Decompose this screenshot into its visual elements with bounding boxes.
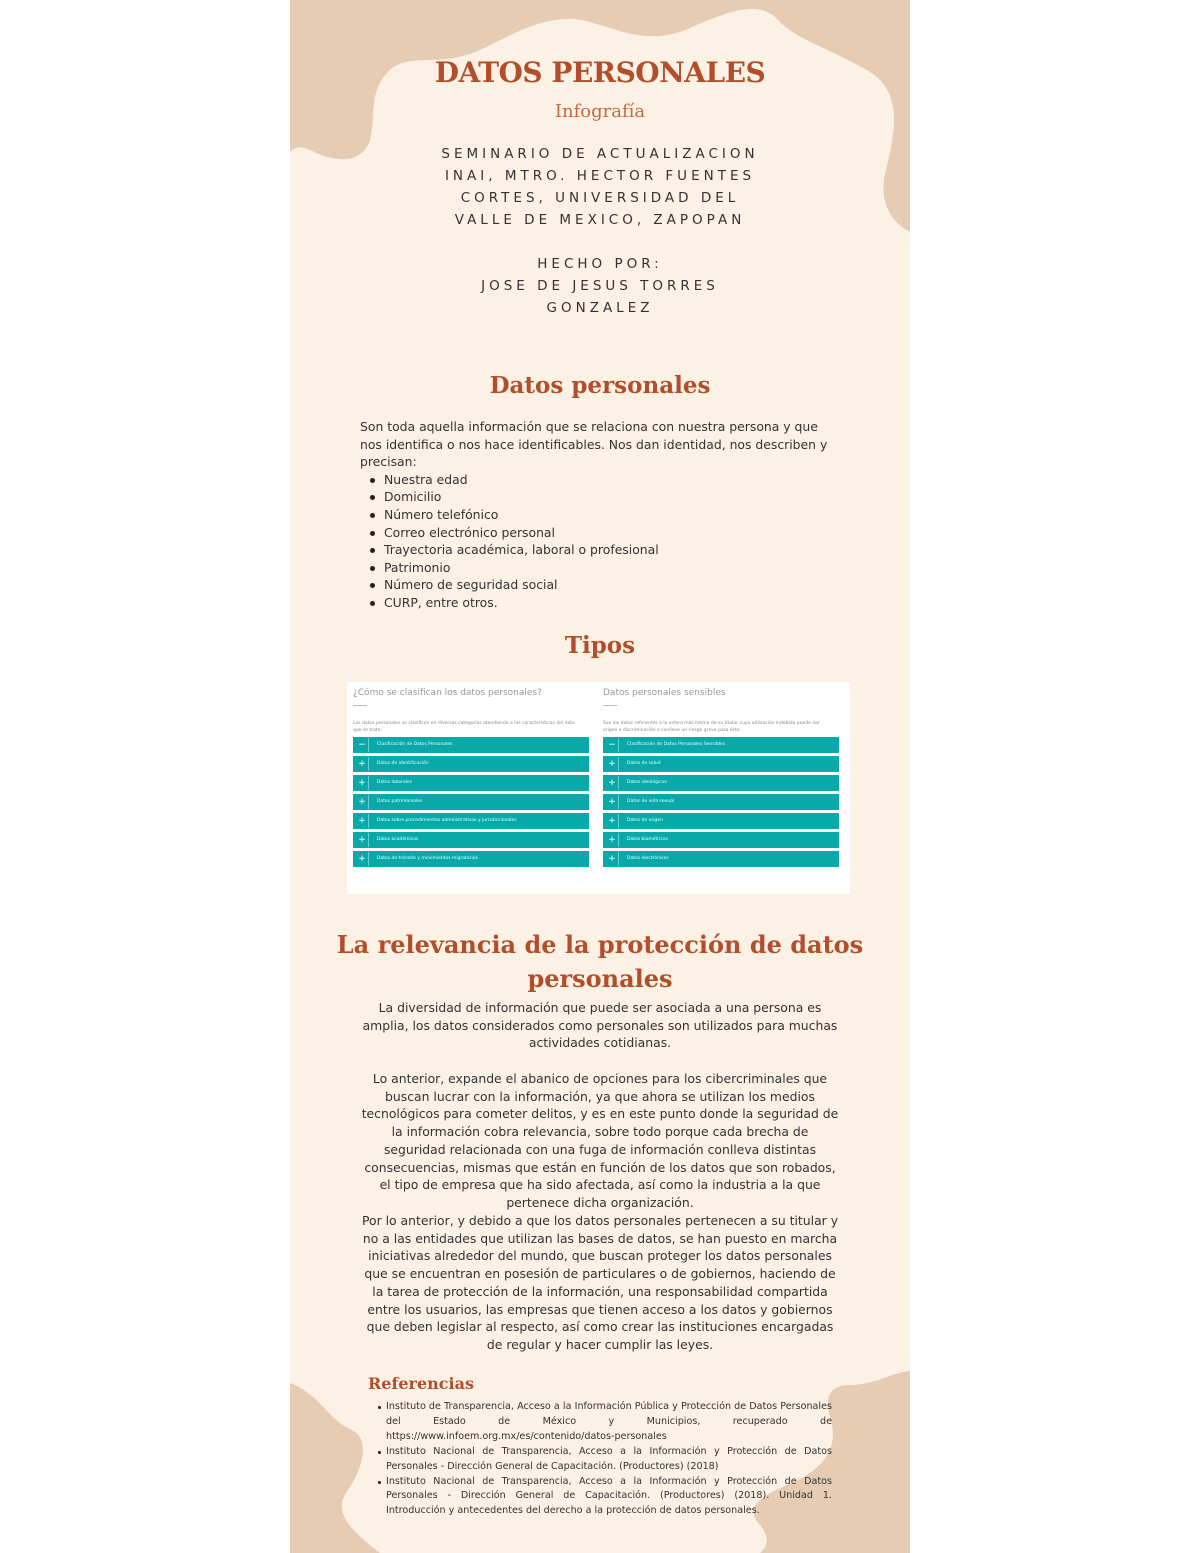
- accordion-label: Datos de tránsito y movimientos migratorios: [377, 856, 478, 861]
- text-line: amplia, los datos considerados como personales son utilizados para muchas: [362, 1017, 838, 1033]
- accordion-bar[interactable]: [603, 737, 839, 753]
- tipos-right-title: Datos personales sensibles: [603, 688, 726, 698]
- accordion-label: Datos patrimoniales: [377, 799, 423, 804]
- list-item: CURP, entre otros.: [384, 594, 830, 612]
- tipos-right-desc: Son los datos referentes a la esfera más íntima de su titular cuya utilización indebida puede dar origen a discriminación o conlleve un riesgo grave para éste.: [603, 721, 820, 733]
- list-item: Nuestra edad: [384, 471, 830, 489]
- text-line: iniciativas alrededor del mundo, que buscan proteger los datos personales: [368, 1248, 832, 1264]
- text-line: Por lo anterior, y debido a que los datos personales pertenecen a su titular y: [361, 1213, 839, 1228]
- datos-section: [360, 418, 830, 612]
- list-item: Número telefónico: [384, 506, 830, 524]
- tipos-left-desc: Los datos personales se clasifican en diversas categorías atendiendo a las características del dato que se trate:: [353, 721, 575, 733]
- seminar-info: [400, 143, 800, 231]
- text-line: buscan lucrar con la información, ya que ahora se utilizan los medios: [385, 1088, 815, 1104]
- expand-icon: +: [356, 833, 369, 847]
- list-item: Instituto Nacional de Transparencia, Acceso a la Información y Protección de Datos Personales - Dirección General de Capacitación. (Productores) (2018): [386, 1445, 832, 1475]
- datos-list: [360, 471, 830, 612]
- author-info: [400, 253, 800, 319]
- page-subtitle: Infografía: [554, 101, 646, 122]
- expand-icon: +: [606, 757, 619, 771]
- list-item: Trayectoria académica, laboral o profesional: [384, 541, 830, 559]
- author-line: HECHO POR:: [537, 256, 663, 272]
- relevancia-paragraph-1: [360, 999, 840, 1052]
- referencias-list: [372, 1400, 832, 1519]
- text-line: pertenece dicha organización.: [506, 1194, 694, 1210]
- list-item: Patrimonio: [384, 559, 830, 577]
- text-line: el tipo de empresa que ha sido afectada, así como la industria a la que: [379, 1177, 821, 1193]
- accordion-label: Datos biométricos: [627, 837, 668, 842]
- accordion-label: Datos sobre procedimientos administrativos y jurisdiccionales: [377, 818, 517, 823]
- seminar-line: VALLE DE MEXICO, ZAPOPAN: [454, 212, 746, 228]
- tipos-heading: Tipos: [564, 632, 636, 659]
- text-line: consecuencias, mismas que están en función de los datos que son robados,: [364, 1159, 836, 1175]
- divider: [353, 705, 367, 706]
- expand-icon: +: [606, 776, 619, 790]
- list-item: Instituto de Transparencia, Acceso a la Información Pública y Protección de Datos Personales del Estado de México y Municipios, recuperado de https://www.infoem.org.mx/es/contenido/datos-personales: [386, 1400, 832, 1445]
- text-line: la información cobra relevancia, sobre todo porque cada brecha de: [391, 1124, 809, 1140]
- expand-icon: +: [356, 814, 369, 828]
- accordion-label: Datos de origen: [627, 818, 663, 823]
- heading-line: personales: [527, 964, 673, 993]
- accordion-bar[interactable]: [353, 794, 589, 810]
- expand-icon: +: [356, 776, 369, 790]
- text-line: no a las entidades que utilizan las bases de datos, se han puesto en marcha: [362, 1230, 838, 1246]
- relevancia-paragraph-2: [360, 1070, 840, 1212]
- relevancia-heading: [290, 928, 910, 996]
- text-line: de regular y hacer cumplir las leyes.: [486, 1336, 714, 1352]
- tipos-right-column: [597, 682, 837, 867]
- page-title: DATOS PERSONALES: [434, 56, 766, 89]
- relevancia-paragraph-3: [360, 1212, 840, 1354]
- accordion-bar[interactable]: [603, 832, 839, 848]
- expand-icon: +: [356, 852, 369, 866]
- accordion-bar[interactable]: [603, 775, 839, 791]
- collapse-icon: −: [356, 738, 369, 752]
- expand-icon: +: [606, 795, 619, 809]
- accordion-label: Datos electrónicos: [627, 856, 669, 861]
- seminar-line: CORTES, UNIVERSIDAD DEL: [460, 190, 740, 206]
- expand-icon: +: [606, 814, 619, 828]
- expand-icon: +: [606, 833, 619, 847]
- tipos-screenshot: [347, 682, 850, 894]
- accordion-bar[interactable]: [603, 756, 839, 772]
- text-line: la tarea de protección de la información, una responsabilidad compartida: [372, 1283, 828, 1299]
- accordion-label: Datos académicos: [377, 837, 419, 842]
- accordion-bar[interactable]: [603, 813, 839, 829]
- accordion-label: Datos de salud: [627, 761, 661, 766]
- text-line: que se encuentran en posesión de particulares o de gobiernos, haciendo de: [364, 1266, 836, 1282]
- accordion-label: Datos de vida sexual: [627, 799, 675, 804]
- accordion-bar[interactable]: [353, 775, 589, 791]
- accordion-bar[interactable]: [603, 851, 839, 867]
- list-item: Instituto Nacional de Transparencia, Acceso a la Información y Protección de Datos Personales - Dirección General de Capacitación. (Productores) (2018). Unidad 1. Introducción y antecedentes del derecho a la protección de datos personales.: [386, 1475, 832, 1520]
- accordion-bar[interactable]: [353, 832, 589, 848]
- text-line: La diversidad de información que puede ser asociada a una persona es: [378, 1000, 822, 1015]
- datos-heading: Datos personales: [489, 372, 711, 399]
- expand-icon: +: [356, 795, 369, 809]
- accordion-bar[interactable]: [353, 851, 589, 867]
- text-line: tecnológicos para cometer delitos, y es en este punto donde la seguridad de: [361, 1106, 839, 1122]
- datos-intro: Son toda aquella información que se relaciona con nuestra persona y que nos identifica o nos hace identificables. Nos dan identidad, nos describen y precisan:: [360, 419, 828, 470]
- accordion-bar[interactable]: [603, 794, 839, 810]
- list-item: Número de seguridad social: [384, 576, 830, 594]
- accordion-bar[interactable]: [353, 813, 589, 829]
- collapse-icon: −: [606, 738, 619, 752]
- text-line: actividades cotidianas.: [528, 1035, 672, 1051]
- accordion-label: Datos ideológicos: [627, 780, 667, 785]
- heading-line: La relevancia de la protección de datos: [336, 930, 864, 959]
- text-line: entre los usuarios, las empresas que tienen acceso a los datos y gobiernos: [367, 1301, 833, 1317]
- accordion-label: Datos laborales: [377, 780, 413, 785]
- tipos-left-column: [347, 682, 587, 867]
- accordion-bar[interactable]: [353, 737, 589, 753]
- accordion-label: Datos de identificación: [377, 761, 429, 766]
- seminar-line: INAI, MTRO. HECTOR FUENTES: [444, 168, 756, 184]
- infographic-page: [290, 0, 910, 1553]
- expand-icon: +: [606, 852, 619, 866]
- expand-icon: +: [356, 757, 369, 771]
- seminar-line: SEMINARIO DE ACTUALIZACION: [441, 146, 759, 162]
- text-line: que deben legislar al respecto, así como crear las instituciones encargadas: [366, 1319, 834, 1335]
- list-item: Domicilio: [384, 488, 830, 506]
- text-line: seguridad relacionada con una fuga de información conlleva distintas: [383, 1141, 817, 1157]
- tipos-left-title: ¿Cómo se clasifican los datos personales?: [353, 688, 542, 698]
- divider: [603, 705, 617, 706]
- author-line: JOSE DE JESUS TORRES: [481, 278, 719, 294]
- text-line: Lo anterior, expande el abanico de opciones para los cibercriminales que: [372, 1071, 828, 1086]
- list-item: Correo electrónico personal: [384, 524, 830, 542]
- author-line: GONZALEZ: [546, 300, 654, 316]
- referencias-heading: Referencias: [368, 1374, 474, 1393]
- accordion-label: Clasificación de Datos Personales: [377, 742, 453, 747]
- accordion-label: Clasificación de Datos Personales Sensibles: [627, 742, 726, 747]
- accordion-bar[interactable]: [353, 756, 589, 772]
